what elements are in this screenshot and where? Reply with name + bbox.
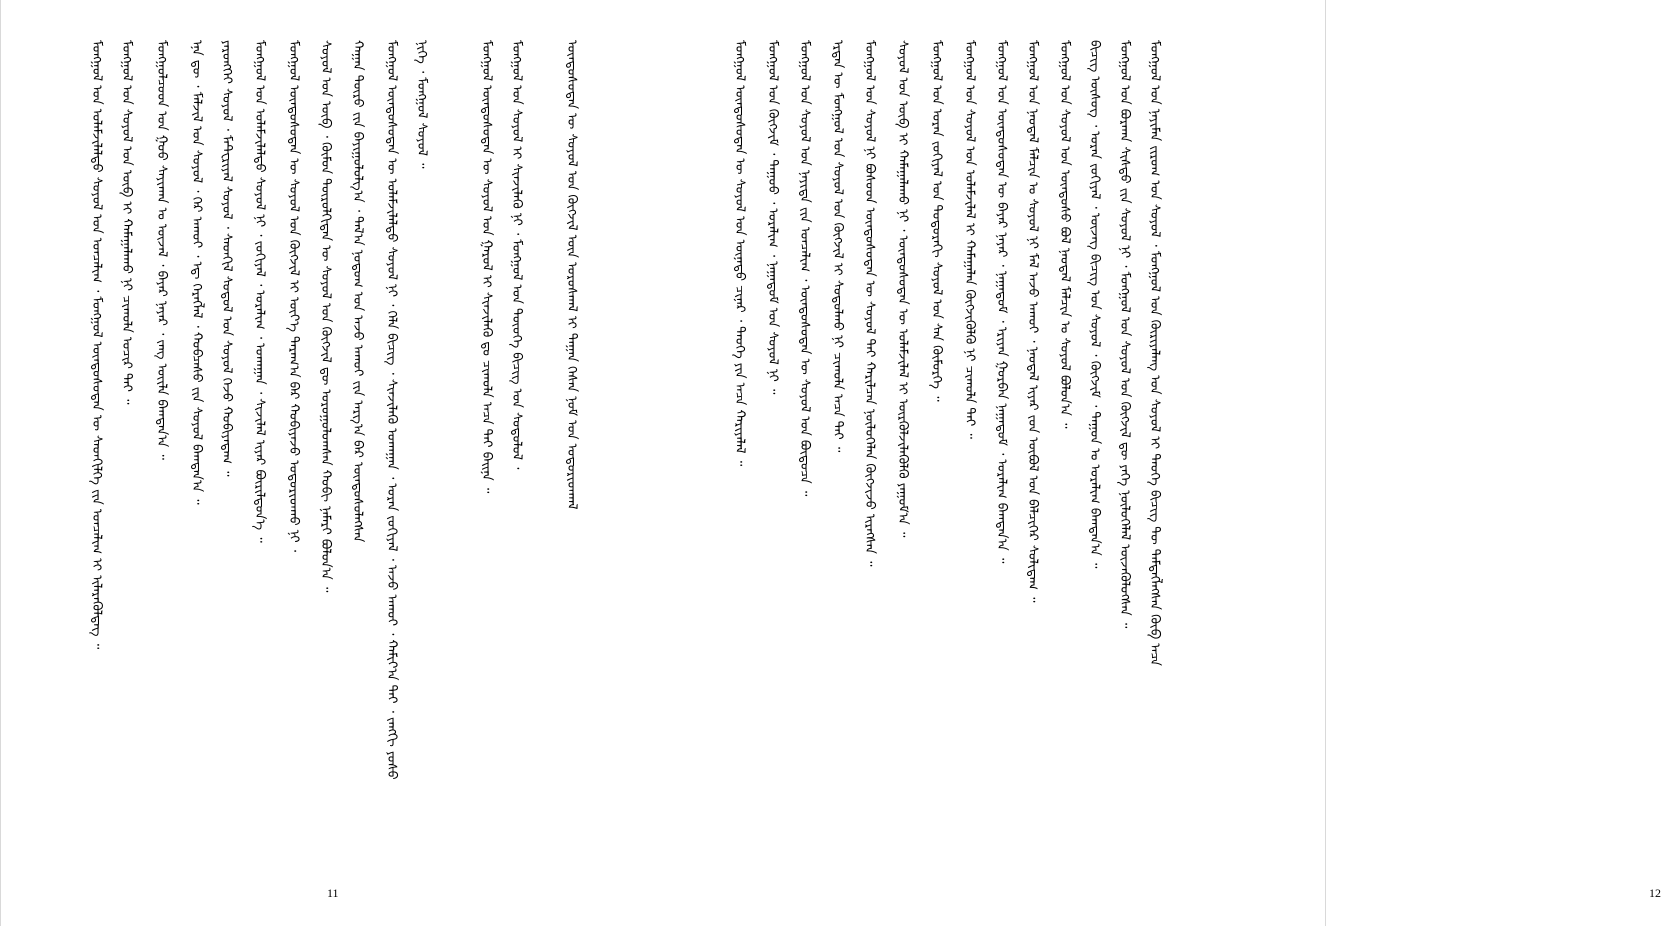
column-text: ᠮᠣᠩᠭᠣᠯ ᠤᠨ ᠪᠤᠷᠬᠠᠨ ᠰᠢᠰᠲᠦ ᠵᠢᠨ ᠰᠤᠶᠤᠯ ᠨᠢ ᠂ ᠮᠣᠩᠭᠣᠯ ᠤᠨ ᠰᠤᠶᠤᠯ ᠤᠨ ᠬᠥᠭᠵᠢᠯ ᠳᠦ ᠶᠡᠬᠡ ᠨᠥᠯᠦᠭᠡᠯᠡᠯ ᠦᠵᠡᠭᠦᠯᠦᠭᠰᠡᠨ ᠃ xyxy=(1117,40,1132,629)
column-text: ᠬᠠᠭᠠᠨ ᠲᠥᠷᠦ ᠵᠢᠨ ᠪᠠᠶᠢᠭᠤᠯᠤᠯᠭ᠎ᠠ ᠂ ᠲᠠᠯ᠎ᠠ ᠨᠤᠲᠤᠭ ᠤᠨ ᠠᠵᠤ ᠠᠬᠤᠢ ᠵᠢᠨ ᠠᠷᠭ᠎ᠠ ᠪᠠᠷ ᠦᠨᠳᠦᠰᠦᠯᠡᠭᠰᠡᠨ xyxy=(350,40,365,543)
text-column xyxy=(505,0,527,926)
column-text: ᠮᠣᠩᠭᠣᠯ ᠦᠨᠳᠦᠰᠦᠲᠡᠨ ᠦ ᠤᠯᠠᠮᠵᠢᠯᠠᠯᠲᠤ ᠰᠤᠶᠤᠯ ᠨᠢ ᠂ ᠬᠡᠯᠡ ᠪᠢᠴᠢᠭ ᠂ ᠰᠢᠨᠵᠢᠯᠡᠬᠦ ᠤᠬᠠᠭᠠᠨ ᠂ ᠤᠷᠠᠨ ᠵᠣᠬᠢᠶᠠᠯ ᠂ ᠠᠵᠤ ᠠᠬᠤᠢ ᠂ ᠬᠠᠮᠢᠶ᠎ᠠ ᠲᠠᠢ ᠂ ᠵᠠᠩᠭᠢ ᠶᠣᠰᠤ xyxy=(384,40,399,780)
column-text: ᠮᠣᠩᠭᠣᠯ ᠤᠨ ᠦᠨᠳᠦᠰᠦᠲᠡᠨ ᠦ ᠪᠠᠶᠠᠷ ᠨᠠᠶᠠᠷ ᠂ ᠨᠠᠭᠠᠳᠤᠮ ᠂ ᠡᠷᠢᠶᠡᠨ ᠭᠤᠷᠪᠠᠨ ᠨᠠᠭᠠᠳᠤᠮ ᠂ ᠤᠷᠠᠯᠢᠭ ᠪᠠᠭᠲᠠᠨ᠎ᠠ ᠃ xyxy=(994,40,1009,564)
text-column xyxy=(1143,0,1165,926)
column-text: ᠮᠣᠩᠭᠣᠯ ᠤᠨ ᠬᠥᠭᠵᠢᠮ ᠂ ᠳᠠᠭᠤᠤ ᠂ ᠤᠷᠠᠯᠢᠭ ᠂ ᠨᠠᠭᠠᠳᠤᠮ ᠤᠨ ᠰᠤᠶᠤᠯ ᠨᠢ ᠃ xyxy=(765,40,780,395)
column-text: ᠮᠣᠩᠭᠣᠯ ᠦᠨᠳᠦᠰᠦᠲᠡᠨ ᠦ ᠰᠤᠶᠤᠯ ᠤᠨ ᠭᠠᠷᠤᠯ ᠢ ᠰᠢᠨᠵᠢᠯᠡᠬᠦ ᠳᠤ ᠴᠢᠬᠤᠯᠠ ᠠᠴᠠ ᠲᠠᠢ ᠪᠠᠢᠨᠠ ᠃ xyxy=(479,40,494,494)
column-text: ᠡᠷᠲᠡᠨ ᠦ ᠮᠣᠩᠭᠣᠯ ᠤᠨ ᠰᠤᠶᠤᠯ ᠤᠨ ᠬᠥᠭᠵᠢᠯ ᠢ ᠰᠤᠳᠤᠯᠬᠤ ᠨᠢ ᠴᠢᠬᠤᠯᠠ ᠠᠴᠠ ᠲᠠᠢ ᠃ xyxy=(830,40,845,453)
text-column xyxy=(475,0,497,926)
column-text: ᠰᠤᠶᠤᠯ ᠤᠨ ᠥᠪ ᠂ ᠬᠦᠮᠦᠨ ᠲᠥᠷᠥᠯᠬᠢᠲᠡᠨ ᠦ ᠰᠤᠶᠤᠯ ᠤᠨ ᠬᠥᠭᠵᠢᠯ ᠳᠦ ᠣᠷᠤᠭᠤᠯᠤᠭᠰᠠᠨ ᠬᠤᠪᠢ ᠨᠡᠮᠡᠷᠢ ᠪᠣᠯᠤᠨ᠎ᠠ ᠃ xyxy=(318,40,333,593)
column-text: ᠮᠣᠩᠭᠣᠯ ᠤᠨ ᠰᠤᠶᠤᠯ ᠨᠢ ᠪᠤᠰᠤᠳ ᠦᠨᠳᠦᠰᠦᠲᠡᠨ ᠦ ᠰᠤᠶᠤᠯ ᠲᠠᠢ ᠬᠠᠷᠢᠯᠴᠠᠨ ᠨᠥᠯᠦᠭᠡᠯᠡᠨ ᠬᠥᠭᠵᠢᠵᠦ ᠢᠷᠡᠭᠰᠡᠨ ᠃ xyxy=(862,40,877,567)
text-column xyxy=(215,0,237,926)
column-text: ᠮᠣᠩᠭᠣᠯ ᠤᠨ ᠤᠯᠠᠮᠵᠢᠯᠠᠯᠲᠤ ᠰᠤᠶᠤᠯ ᠨᠢ ᠂ ᠵᠣᠬᠢᠶᠠᠯ ᠂ ᠤᠷᠠᠯᠢᠭ ᠂ ᠤᠬᠠᠭᠠᠨ ᠂ ᠰᠢᠵᠢᠯᠡᠯ ᠢᠶᠡᠷ ᠪᠦᠷᠢᠯᠳᠦᠨ᠎ᠡ ᠃ xyxy=(252,40,267,543)
text-column xyxy=(1113,0,1135,926)
text-column xyxy=(728,0,750,926)
text-column xyxy=(115,0,137,926)
page-number: 12 xyxy=(1649,886,1661,900)
text-column xyxy=(1083,0,1105,926)
text-column xyxy=(380,0,402,926)
text-column xyxy=(185,0,207,926)
column-text: ᠮᠣᠩᠭᠣᠯ ᠦᠨᠳᠦᠰᠦᠲᠡᠨ ᠦ ᠰᠤᠶᠤᠯ ᠤᠨ ᠬᠥᠭᠵᠢᠯ ᠢ ᠦᠶ᠎ᠡ ᠳᠠᠷᠠᠭ᠎ᠠ ᠪᠠᠷ ᠬᠤᠪᠢᠶᠠᠵᠤ ᠤᠳᠤᠷᠢᠳᠬᠤ ᠨᠢ ᠂ xyxy=(286,40,301,553)
text-column xyxy=(560,0,582,926)
text-column xyxy=(346,0,368,926)
text-column xyxy=(150,0,172,926)
text-column xyxy=(314,0,336,926)
column-text: ᠮᠣᠩᠭᠣᠯᠴᠤᠳ ᠤᠨ ᠭᠣᠣ ᠰᠠᠶᠢᠬᠠᠨ ᠤ ᠦᠵᠡᠯ ᠂ ᠪᠠᠶᠠᠷ ᠨᠠᠶᠠᠷ ᠂ ᠵᠠᠩ ᠦᠢᠯᠡ ᠪᠠᠭᠲᠠᠨ᠎ᠠ ᠃ xyxy=(154,40,169,460)
text-column xyxy=(826,0,848,926)
column-text: ᠮᠣᠩᠭᠣᠯ ᠤᠨ ᠰᠤᠶᠤᠯ ᠤᠨ ᠨᠡᠶᠢᠲᠡ ᠵᠢᠨ ᠣᠨᠴᠠᠯᠢᠭ ᠂ ᠦᠨᠳᠦᠰᠦᠲᠡᠨ ᠦ ᠰᠤᠶᠤᠯ ᠤᠨ ᠪᠦᠲᠦᠴᠡ ᠃ xyxy=(797,40,812,497)
text-column xyxy=(1021,0,1043,926)
column-text: ᠮᠣᠩᠭᠣᠯ ᠤᠨ ᠤᠯᠠᠮᠵᠢᠯᠠᠯᠲᠤ ᠰᠤᠶᠤᠯ ᠤᠨ ᠣᠨᠴᠠᠯᠢᠭ ᠂ ᠮᠣᠩᠭᠣᠯ ᠦᠨᠳᠦᠰᠦᠲᠡᠨ ᠦ ᠰᠡᠳᠬᠢᠯᠭᠡ ᠵᠢᠨ ᠣᠨᠴᠠᠯᠢᠭ ᠢ ᠢᠯᠡᠷᠡᠭᠦᠯᠳᠡᠭ ᠃ xyxy=(89,40,104,650)
text-column xyxy=(793,0,815,926)
text-column xyxy=(85,0,107,926)
text-column xyxy=(858,0,880,926)
column-text: ᠮᠣᠩᠭᠣᠯ ᠤᠨ ᠰᠤᠶᠤᠯ ᠢ ᠰᠢᠨᠵᠢᠯᠡᠬᠦ ᠨᠢ ᠂ ᠮᠣᠩᠭᠣᠯ ᠤᠨ ᠲᠦᠤᠬᠡ ᠪᠢᠴᠢᠭ ᠤᠨ ᠰᠤᠳᠤᠯᠤᠯ ᠂ xyxy=(509,40,524,470)
text-column xyxy=(925,0,947,926)
right-page xyxy=(663,0,1661,926)
column-text: ᠮᠣᠩᠭᠣᠯ ᠤᠨ ᠰᠤᠶᠤᠯ ᠤᠨ ᠥᠪ ᠢ ᠬᠠᠮᠠᠭᠠᠯᠠᠬᠤ ᠨᠢ ᠴᠢᠬᠤᠯᠠ ᠤᠴᠢᠷ ᠲᠠᠢ ᠃ xyxy=(119,40,134,405)
page-edge xyxy=(1325,0,1326,926)
text-column xyxy=(761,0,783,926)
column-text: ᠮᠣᠩᠭᠣᠯ ᠦᠨᠳᠦᠰᠦᠲᠡᠨ ᠦ ᠰᠤᠶᠤᠯ ᠤᠨ ᠦᠨᠡᠲᠦ ᠴᠢᠨᠠᠷ ᠂ ᠲᠡᠦᠬᠡ ᠶᠢᠨ ᠠᠴᠠ ᠬᠠᠷᠢᠶᠠᠯᠠᠯ ᠃ xyxy=(732,40,747,467)
column-text: ᠡᠨᠡ ᠳᠦ ᠂ ᠮᠠᠯᠵᠢᠯ ᠤᠨ ᠰᠤᠶᠤᠯ ᠂ ᠭᠡᠷ ᠠᠬᠤᠢ ᠂ ᠡᠳ᠋ ᠬᠡᠷᠡᠭᠯᠡᠯ ᠂ ᠬᠤᠪᠴᠠᠰᠤ ᠵᠢᠨ ᠰᠤᠶᠤᠯ ᠪᠠᠭᠲᠠᠨ᠎ᠠ ᠃ xyxy=(189,40,204,505)
page-number: 11 xyxy=(327,886,339,900)
column-text: ᠪᠢᠴᠢᠭ ᠦᠰᠦᠭ ᠂ ᠤᠷᠠᠨ ᠵᠣᠬᠢᠶᠠᠯ ᠂ ᠦᠵᠡᠭ ᠪᠢᠴᠢᠭ ᠤᠨ ᠰᠤᠶᠤᠯ ᠂ ᠬᠥᠭᠵᠢᠮ ᠂ ᠳᠠᠭᠤᠨ ᠤ ᠤᠷᠠᠯᠢᠭ ᠪᠠᠭᠲᠠᠨ᠎ᠠ ᠃ xyxy=(1087,40,1102,569)
column-text: ᠨᠢᠭᠡ ᠂ ᠮᠣᠩᠭᠣᠯ ᠰᠤᠶᠤᠯ ᠃ xyxy=(414,40,429,169)
column-text: ᠦᠨᠳᠦᠰᠦᠲᠡᠨ ᠦ ᠰᠤᠶᠤᠯ ᠤᠨ ᠬᠥᠭᠵᠢᠯ ᠦᠨ ᠤᠷᠤᠰᠬᠠᠯ ᠢ ᠳᠠᠭᠠᠨ ᠭᠡᠰᠡᠨ ᠨᠣᠮ ᠤᠨ ᠤᠳᠤᠷᠢᠳᠬᠠᠯ xyxy=(564,40,579,510)
text-column xyxy=(410,0,432,926)
text-column xyxy=(282,0,304,926)
column-text: ᠮᠣᠩᠭᠣᠯ ᠤᠨ ᠤᠷᠠᠨ ᠵᠣᠬᠢᠶᠠᠯ ᠤᠨ ᠳᠣᠲᠣᠷᠠᠬᠢ ᠰᠤᠶᠤᠯ ᠤᠨ ᠰᠠᠨ ᠬᠥᠮᠥᠷᠭᠡ ᠃ xyxy=(929,40,944,402)
text-column xyxy=(958,0,980,926)
left-page xyxy=(0,0,663,926)
column-text: ᠮᠣᠩᠭᠣᠯ ᠤᠨ ᠰᠤᠶᠤᠯ ᠤᠨ ᠦᠨᠳᠦᠰᠦ ᠪᠣᠯ ᠨᠡᠦᠳᠡᠯ ᠮᠠᠯᠴᠢᠨ ᠤ ᠰᠤᠶᠤᠯ ᠪᠣᠯᠤᠨ᠎ᠠ ᠃ xyxy=(1057,40,1072,429)
column-text: ᠰᠤᠶᠤᠯ ᠤᠨ ᠥᠪ ᠢ ᠬᠠᠮᠠᠭᠠᠯᠠᠬᠤ ᠨᠢ ᠂ ᠦᠨᠳᠦᠰᠦᠲᠡᠨ ᠦ ᠤᠯᠠᠮᠵᠢᠯᠠᠯ ᠢ ᠦᠷᠭᠦᠯᠵᠢᠯᠡᠭᠦᠯᠬᠦ ᠶᠠᠭᠤᠮ᠎ᠠ ᠃ xyxy=(895,40,910,538)
column-text: ᠮᠣᠩᠭᠣᠯ ᠤᠨ ᠨᠡᠦᠳᠡᠯ ᠮᠠᠯᠴᠢᠨ ᠤ ᠰᠤᠶᠤᠯ ᠨᠢ ᠮᠠᠯ ᠠᠵᠤ ᠠᠬᠤᠢ ᠂ ᠨᠡᠦᠳᠡᠯ ᠢᠶᠡᠷ ᠵᠤᠨ ᠥᠪᠥᠯ ᠤᠨ ᠪᠡᠯᠴᠢᠭᠡᠷ ᠰᠣᠯᠢᠳᠠᠭ ᠃ xyxy=(1025,40,1040,603)
page-edge xyxy=(0,0,1,926)
column-text: ᠶᠡᠷᠦᠩᠬᠡᠢ ᠰᠤᠶᠤᠯ ᠂ ᠮᠠᠲᠧᠷᠢᠶᠠᠯ ᠰᠤᠶᠤᠯ ᠂ ᠰᠡᠳᠬᠢᠯ ᠰᠣᠳᠤᠯ ᠤᠨ ᠰᠤᠶᠤᠯ ᠭᠡᠵᠦ ᠬᠤᠪᠢᠶᠠᠳᠠᠭ ᠃ xyxy=(219,40,234,477)
column-text: ᠮᠣᠩᠭᠣᠯ ᠤᠨ ᠨᠠᠶᠢᠮᠠᠨ ᠵᠢᠷᠤᠭ ᠤᠨ ᠰᠤᠶᠤᠯ ᠂ ᠮᠣᠩᠭᠣᠯ ᠤᠨ ᠬᠦᠷᠢᠶᠡᠯᠡᠩ ᠤᠨ ᠰᠤᠶᠤᠯ ᠢ ᠲᠡᠦᠬᠡ ᠪᠢᠴᠢᠭ ᠲᠦ ᠲᠡᠮᠳᠡᠭᠯᠡᠭᠰᠡᠨ ᠬᠦᠪ ᠠᠴᠠ xyxy=(1147,40,1162,666)
column-text: ᠮᠣᠩᠭᠣᠯ ᠤᠨ ᠰᠤᠶᠤᠯ ᠤᠨ ᠤᠯᠠᠮᠵᠢᠯᠠᠯ ᠢ ᠬᠠᠮᠠᠭᠠᠯᠠᠨ ᠬᠥᠭᠵᠢᠭᠦᠯᠬᠦ ᠨᠢ ᠴᠢᠬᠤᠯᠠ ᠲᠠᠢ ᠃ xyxy=(962,40,977,439)
text-column xyxy=(248,0,270,926)
text-column xyxy=(891,0,913,926)
text-column xyxy=(990,0,1012,926)
text-column xyxy=(1053,0,1075,926)
